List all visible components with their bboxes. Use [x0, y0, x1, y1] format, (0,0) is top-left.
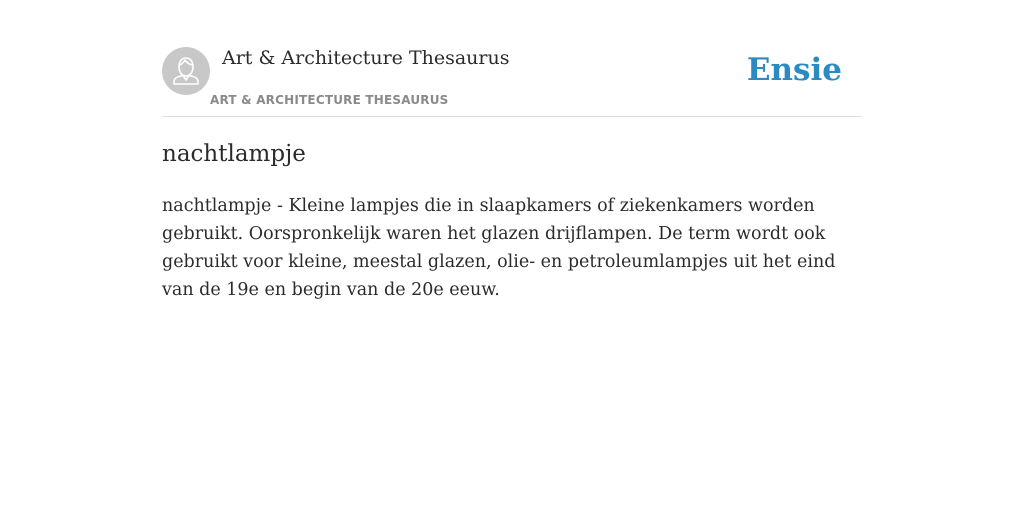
definition-text: nachtlampje - Kleine lampjes die in slaapkamers of ziekenkamers worden gebruikt. Oorspronkelijk waren het glazen drijflampen. De term wordt ook gebruikt voor kleine, meestal glazen, olie- en petroleumlampjes uit het eind van de 19e en begin van de 20e eeuw. [162, 196, 836, 300]
brand-logo[interactable]: Ensie [746, 52, 842, 88]
page-title: nachtlampje [162, 141, 306, 167]
author-subtitle[interactable]: ART & ARCHITECTURE THESAURUS [210, 93, 449, 107]
avatar[interactable] [162, 47, 210, 95]
author-name[interactable]: Art & Architecture Thesaurus [222, 47, 510, 69]
header [162, 46, 862, 117]
user-silhouette-icon [162, 47, 210, 95]
